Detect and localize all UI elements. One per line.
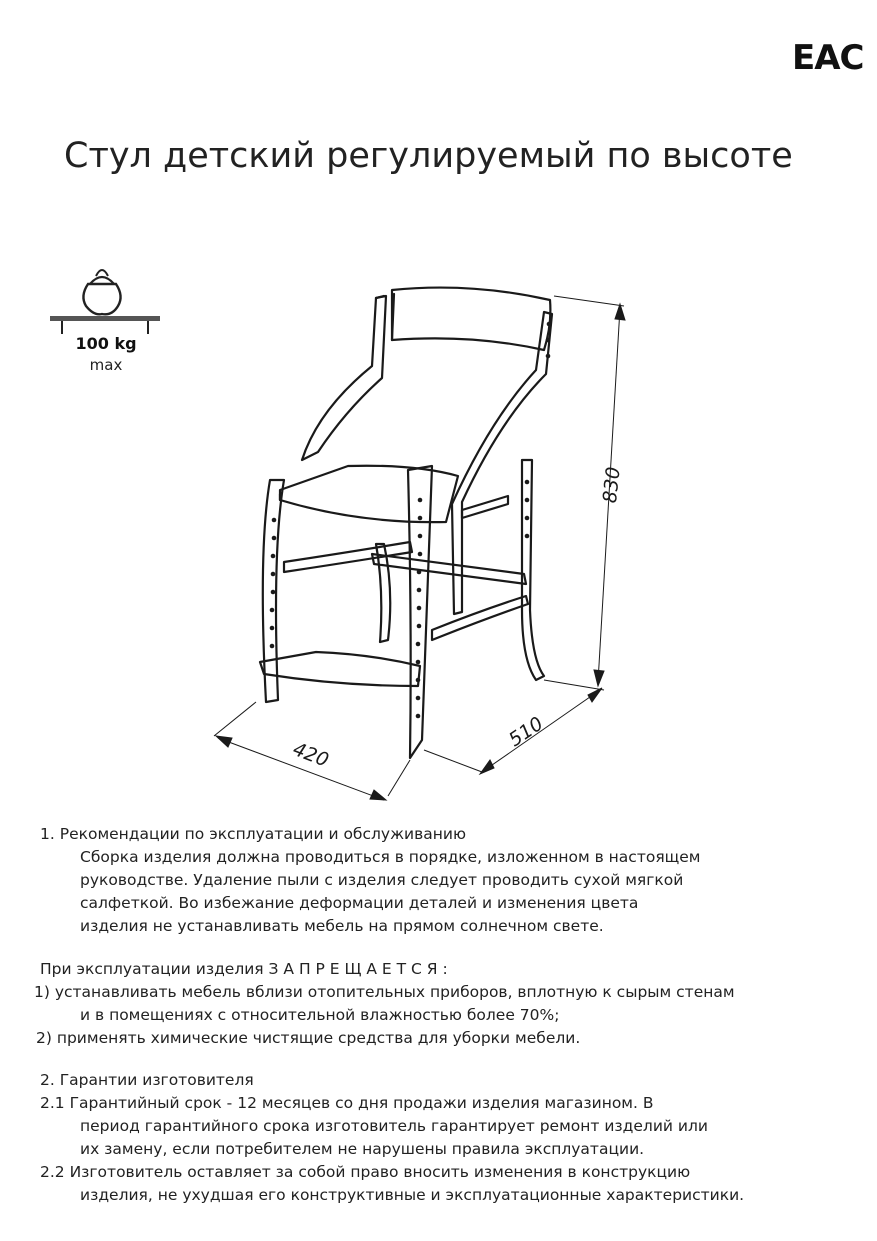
care-line: изделия не устанавливать мебель на прямом солнечном свете.	[80, 917, 604, 935]
warranty-2-2-cont: изделия, не ухудшая его конструктивные и эксплуатационные характеристики.	[80, 1186, 745, 1204]
warranty-heading: 2. Гарантии изготовителя	[40, 1071, 254, 1089]
care-line: руководстве. Удаление пыли с изделия следует проводить сухой мягкой	[80, 871, 684, 889]
weight-limit-value: 100 kg	[75, 334, 137, 353]
warranty-2-1-cont: их замену, если потребителем не нарушены правила эксплуатации.	[80, 1140, 645, 1158]
dimension-depth: 510	[504, 712, 548, 752]
weight-limit-badge	[50, 262, 162, 374]
prohibited-item-1: 1) устанавливать мебель вблизи отопительных приборов, вплотную к сырым стенам	[34, 983, 735, 1001]
warranty-2-2: 2.2 Изготовитель оставляет за собой право вносить изменения в конструкцию	[40, 1163, 691, 1181]
eac-mark: EAC	[792, 38, 864, 78]
care-line: салфеткой. Во избежание деформации деталей и изменения цвета	[80, 894, 639, 912]
care-section	[40, 823, 840, 938]
prohibited-item-1-cont: и в помещениях с относительной влажностью более 70%;	[80, 1006, 560, 1024]
weight-limit-label: max	[89, 356, 123, 374]
warranty-2-1: 2.1 Гарантийный срок - 12 месяцев со дня продажи изделия магазином. В	[40, 1094, 654, 1112]
care-heading: 1. Рекомендации по эксплуатации и обслуживанию	[40, 825, 467, 843]
weight-icon	[50, 262, 162, 334]
chair-rear-leg-right	[452, 312, 552, 614]
warranty-section	[40, 1069, 840, 1207]
care-line: Сборка изделия должна проводиться в порядке, изложенном в настоящем	[80, 848, 701, 866]
dimension-width: 420	[289, 738, 332, 772]
chair-footrest	[260, 652, 420, 686]
prohibited-item-2: 2) применять химические чистящие средства для уборки мебели.	[36, 1029, 581, 1047]
prohibited-heading: При эксплуатации изделия З А П Р Е Щ А Е Т С Я :	[40, 960, 448, 978]
dimension-height: 830	[599, 465, 625, 505]
chair-drawing	[200, 270, 660, 810]
page-title: Стул детский регулируемый по высоте	[64, 136, 793, 176]
chair-backrest	[392, 288, 550, 350]
chair-rear-leg-left	[302, 296, 386, 460]
prohibited-section	[34, 958, 840, 1050]
warranty-2-1-cont: период гарантийного срока изготовитель гарантирует ремонт изделий или	[80, 1117, 708, 1135]
chair-front-leg-right	[408, 466, 432, 758]
